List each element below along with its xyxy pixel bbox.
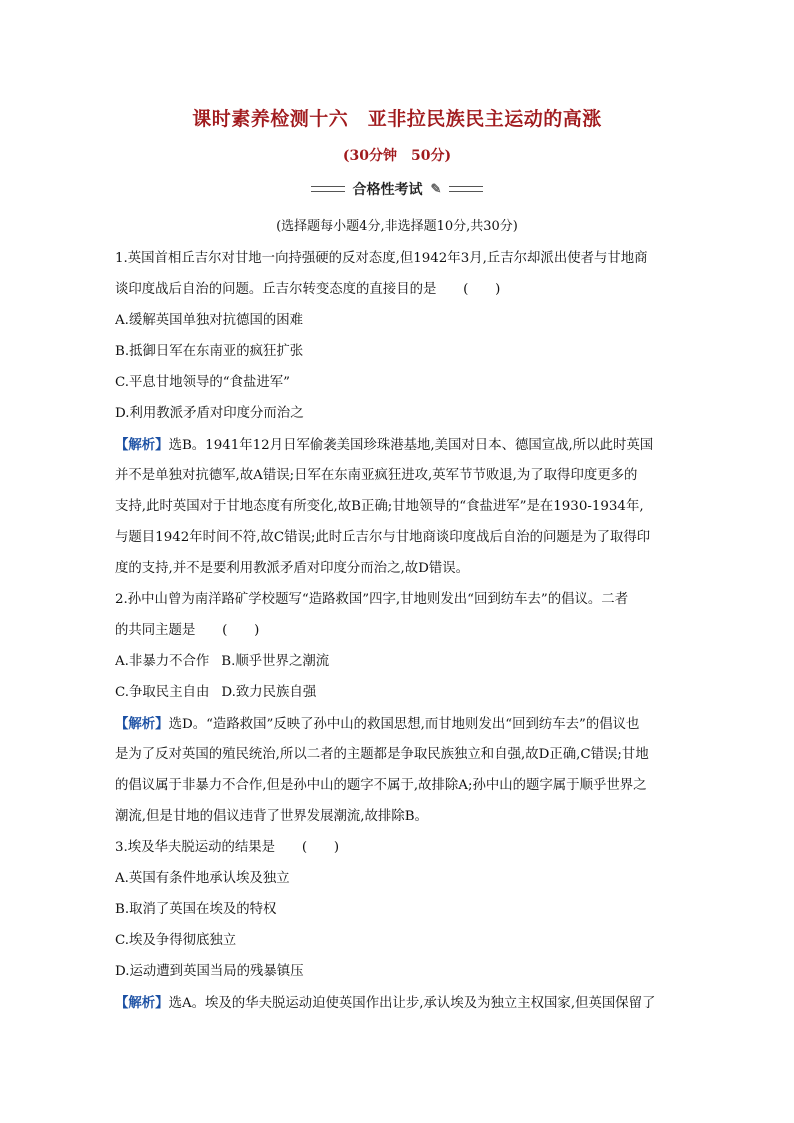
q2-option-b: B.顺乎世界之潮流: [221, 654, 330, 669]
q1-stem-line: 1.英国首相丘吉尔对甘地一向持强硬的反对态度,但1942年3月,丘吉尔却派出使者与甘地商: [115, 251, 648, 266]
q1-analysis-line: 度的支持,并不是要利用教派矛盾对印度分而治之,故D错误。: [115, 561, 470, 576]
q1-stem-line: 谈印度战后自治的问题。丘吉尔转变态度的直接目的是 ( ): [115, 282, 501, 297]
q2-analysis-line: 是为了反对英国的殖民统治,所以二者的主题都是争取民族独立和自强,故D正确,C错误;甘地: [115, 747, 649, 762]
q1-option-a: A.缓解英国单独对抗德国的困难: [115, 313, 304, 328]
analysis-text: 选A。埃及的华夫脱运动迫使英国作出让步,承认埃及为独立主权国家,但英国保留了: [168, 996, 656, 1011]
analysis-text: 选D。“造路救国”反映了孙中山的救国思想,而甘地则发出“回到纺车去”的倡议也: [168, 717, 640, 732]
q2-options-row: [115, 682, 685, 713]
analysis-text: 选B。1941年12月日军偷袭美国珍珠港基地,美国对日本、德国宣战,所以此时英国: [168, 438, 654, 453]
analysis-tag: 【解析】: [115, 716, 169, 732]
q2-option-a: A.非暴力不合作: [115, 654, 210, 669]
analysis-tag: 【解析】: [115, 437, 169, 453]
q1-analysis-line: [115, 434, 685, 465]
q2-option-c: C.争取民主自由: [115, 685, 210, 700]
section-label: 合格性考试: [352, 182, 423, 198]
pencil-icon: ✎: [430, 181, 442, 197]
left-divider: [311, 186, 345, 192]
q2-options-row: [115, 651, 685, 682]
section-heading: [0, 179, 794, 199]
q3-option-a: A.英国有条件地承认埃及独立: [115, 871, 290, 886]
right-divider: [449, 186, 483, 192]
q2-stem-line: 的共同主题是 ( ): [115, 623, 260, 638]
analysis-tag: 【解析】: [115, 995, 169, 1011]
q2-option-d: D.致力民族自强: [221, 685, 317, 700]
q2-stem-line: 2.孙中山曾为南洋路矿学校题写“造路救国”四字,甘地则发出“回到纺车去”的倡议。二者: [115, 592, 629, 607]
questions: [115, 248, 685, 1023]
q2-analysis-line: 潮流,但是甘地的倡议违背了世界发展潮流,故排除B。: [115, 809, 428, 824]
q1-analysis-line: 支持,此时英国对于甘地态度有所变化,故B正确;甘地领导的“食盐进军”是在1930-1934年,: [115, 499, 644, 514]
q3-option-d: D.运动遭到英国当局的残暴镇压: [115, 964, 304, 979]
q3-stem-line: 3.埃及华夫脱运动的结果是 ( ): [115, 840, 340, 855]
q3-option-c: C.埃及争得彻底独立: [115, 933, 237, 948]
q2-analysis-line: 的倡议属于非暴力不合作,但是孙中山的题字不属于,故排除A;孙中山的题字属于顺乎世界之: [115, 778, 647, 793]
page-title: 课时素养检测十六 亚非拉民族民主运动的高涨: [192, 108, 602, 130]
q1-option-b: B.抵御日军在东南亚的疯狂扩张: [115, 344, 304, 359]
q3-analysis-line: [115, 992, 685, 1023]
page-subtitle: (30分钟 50分): [342, 148, 452, 164]
q1-option-c: C.平息甘地领导的“食盐进军”: [115, 375, 291, 390]
q1-option-d: D.利用教派矛盾对印度分而治之: [115, 406, 304, 421]
q3-option-b: B.取消了英国在埃及的特权: [115, 902, 277, 917]
q2-analysis-line: [115, 713, 685, 744]
q1-analysis-line: 并不是单独对抗德军,故A错误;日军在东南亚疯狂进攻,英军节节败退,为了取得印度更多的: [115, 468, 638, 483]
q1-analysis-line: 与题目1942年时间不符,故C错误;此时丘吉尔与甘地商谈印度战后自治的问题是为了取得印: [115, 530, 651, 545]
scoring-note: (选择题每小题4分,非选择题10分,共30分): [276, 219, 518, 234]
